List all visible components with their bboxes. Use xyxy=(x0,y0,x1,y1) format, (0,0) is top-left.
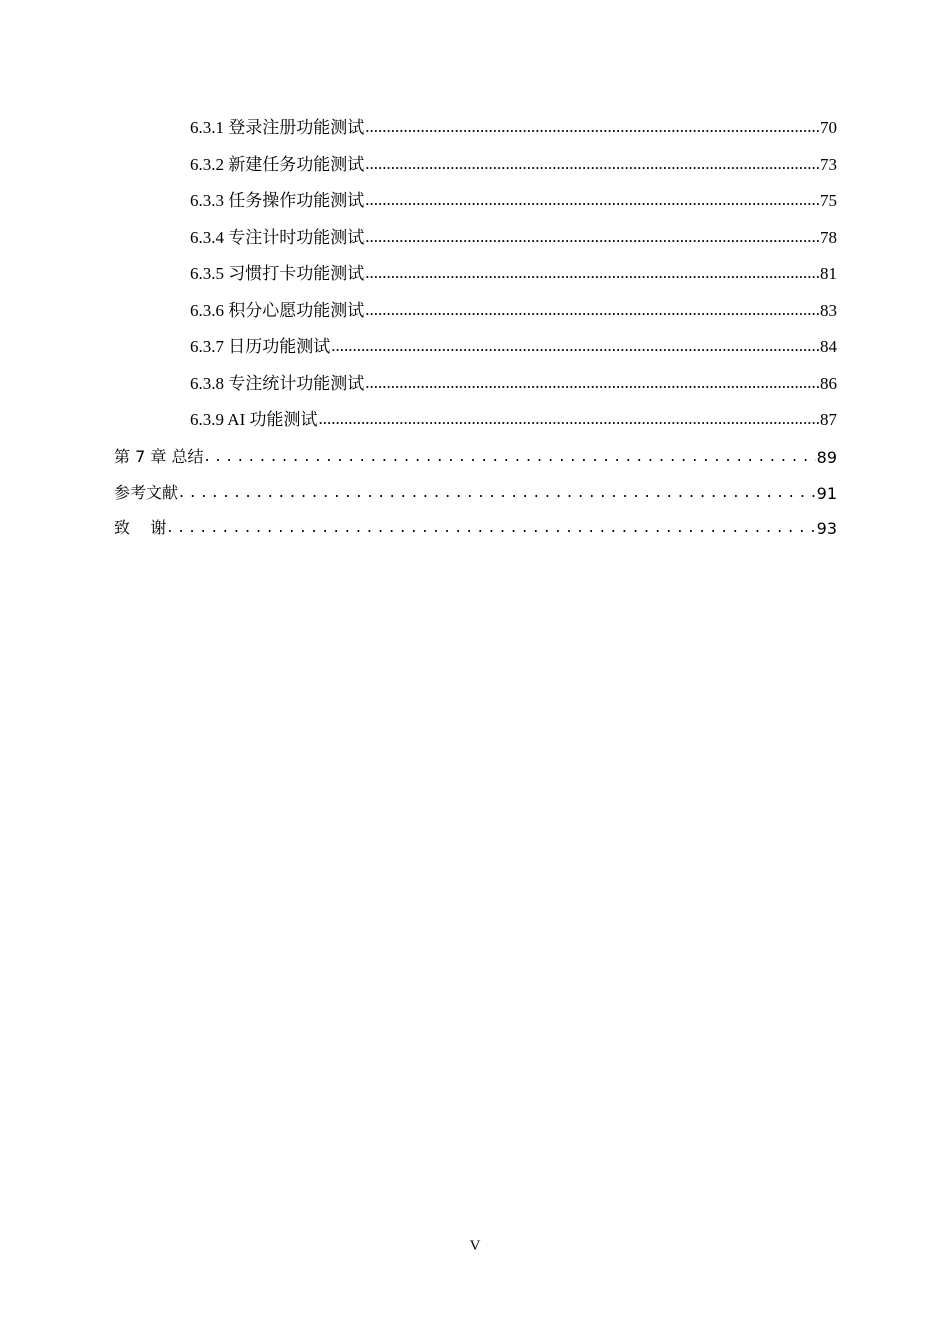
toc-leader-dots xyxy=(167,519,815,538)
toc-entry-label: 致 谢 xyxy=(114,518,167,537)
toc-leader-dots xyxy=(365,155,819,175)
toc-entry-label: 6.3.9 AI 功能测试 xyxy=(190,410,318,429)
toc-entry-label: 6.3.4 专注计时功能测试 xyxy=(190,228,365,247)
toc-entry-page: 81 xyxy=(820,264,837,283)
toc-entry-label: 第 7 章 总结 xyxy=(114,447,204,466)
toc-entry-label: 参考文献 xyxy=(114,483,179,502)
toc-entry-6-3-6[interactable] xyxy=(0,291,837,321)
toc-entry-6-3-2[interactable] xyxy=(0,145,837,175)
toc-entry-page: 70 xyxy=(820,118,837,137)
toc-entry-page: 84 xyxy=(820,337,837,356)
toc-entry-6-3-9[interactable] xyxy=(0,400,837,430)
toc-leader-dots xyxy=(365,374,819,394)
toc-entry-page: 86 xyxy=(820,374,837,393)
toc-entry-acknowledgements[interactable] xyxy=(0,508,837,538)
toc-entry-label: 6.3.8 专注统计功能测试 xyxy=(190,374,365,393)
toc-leader-dots xyxy=(331,337,819,357)
toc-entry-chapter-7[interactable] xyxy=(0,437,837,467)
toc-leader-dots xyxy=(365,191,819,211)
toc-leader-dots xyxy=(365,118,819,138)
toc-entry-6-3-3[interactable] xyxy=(0,181,837,211)
toc-entry-references[interactable] xyxy=(0,473,837,503)
toc-leader-dots xyxy=(204,448,815,467)
toc-entry-label: 6.3.2 新建任务功能测试 xyxy=(190,155,365,174)
toc-entry-page: 91 xyxy=(816,484,837,503)
toc-entry-page: 83 xyxy=(820,301,837,320)
toc-entry-label: 6.3.1 登录注册功能测试 xyxy=(190,118,365,137)
toc-leader-dots xyxy=(179,484,816,503)
toc-entry-label: 6.3.3 任务操作功能测试 xyxy=(190,191,365,210)
toc-entry-page: 87 xyxy=(820,410,837,429)
page-number: V xyxy=(469,1238,481,1254)
toc-leader-dots xyxy=(319,410,820,430)
toc-entry-page: 78 xyxy=(820,228,837,247)
toc-entry-label: 6.3.6 积分心愿功能测试 xyxy=(190,301,365,320)
toc-entry-page: 73 xyxy=(820,155,837,174)
toc-entry-6-3-8[interactable] xyxy=(0,364,837,394)
toc-entry-6-3-4[interactable] xyxy=(0,218,837,248)
toc-entry-6-3-5[interactable] xyxy=(0,254,837,284)
toc-entry-label: 6.3.5 习惯打卡功能测试 xyxy=(190,264,365,283)
toc-entry-6-3-1[interactable] xyxy=(0,108,837,138)
toc-entry-page: 75 xyxy=(820,191,837,210)
toc-entry-page: 93 xyxy=(816,519,837,538)
toc-entry-label: 6.3.7 日历功能测试 xyxy=(190,337,331,356)
toc-entry-6-3-7[interactable] xyxy=(0,327,837,357)
toc-leader-dots xyxy=(365,228,819,248)
toc-entry-page: 89 xyxy=(816,448,837,467)
toc-leader-dots xyxy=(365,264,819,284)
toc-leader-dots xyxy=(365,301,819,321)
